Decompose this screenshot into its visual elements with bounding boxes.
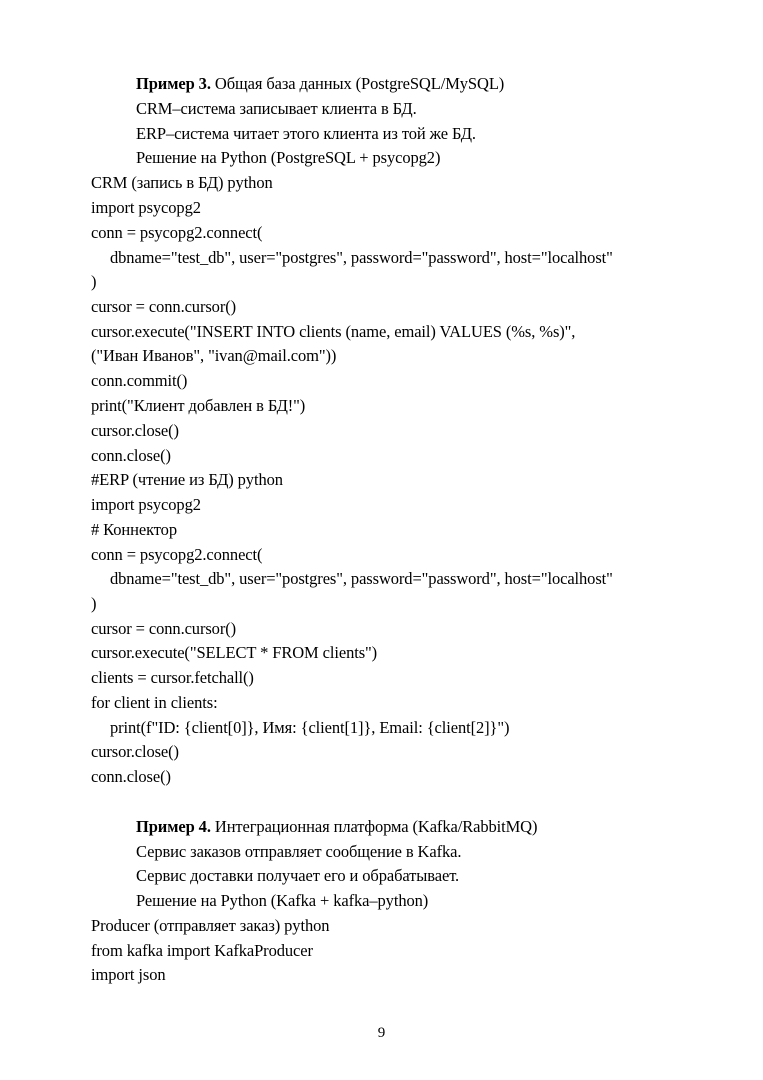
code-line: from kafka import KafkaProducer bbox=[91, 941, 313, 960]
code-line: dbname="test_db", user="postgres", password="password", host="localhost" bbox=[110, 569, 613, 588]
example3-intro-line: CRM–система записывает клиента в БД. bbox=[136, 99, 417, 118]
page-number: 9 bbox=[377, 1025, 386, 1041]
code-line: conn.close() bbox=[91, 446, 171, 465]
example3-intro-line: ERP–система читает этого клиента из той же БД. bbox=[136, 124, 476, 143]
code-line: CRM (запись в БД) python bbox=[91, 173, 273, 192]
code-line: Producer (отправляет заказ) python bbox=[91, 916, 330, 935]
code-line: conn = psycopg2.connect( bbox=[91, 545, 263, 564]
example4-label: Пример 4. bbox=[136, 817, 211, 836]
code-line: import psycopg2 bbox=[91, 495, 201, 514]
example3-title: Общая база данных (PostgreSQL/MySQL) bbox=[210, 74, 505, 93]
code-line: ) bbox=[91, 272, 97, 291]
code-line: ) bbox=[91, 594, 97, 613]
example4-intro-line: Сервис заказов отправляет сообщение в Kafka. bbox=[136, 842, 462, 861]
example3-heading bbox=[136, 74, 504, 94]
example4-intro-line: Сервис доставки получает его и обрабатывает. bbox=[136, 866, 460, 885]
code-line: cursor.execute("SELECT * FROM clients") bbox=[91, 643, 378, 662]
code-line: dbname="test_db", user="postgres", password="password", host="localhost" bbox=[110, 248, 613, 267]
code-line: # Коннектор bbox=[91, 520, 177, 539]
code-line: clients = cursor.fetchall() bbox=[91, 668, 254, 687]
example4-heading bbox=[136, 817, 537, 837]
example3-label: Пример 3. bbox=[136, 74, 211, 93]
example4-title: Интеграционная платформа (Kafka/RabbitMQ) bbox=[210, 817, 538, 836]
code-line: conn.commit() bbox=[91, 371, 188, 390]
code-line: cursor.execute("INSERT INTO clients (name, email) VALUES (%s, %s)", bbox=[91, 322, 576, 341]
code-line: conn.close() bbox=[91, 767, 171, 786]
code-line: print(f"ID: {client[0]}, Имя: {client[1]}, Email: {client[2]}") bbox=[110, 718, 510, 737]
code-line: import json bbox=[91, 965, 166, 984]
example4-intro-line: Решение на Python (Kafka + kafka–python) bbox=[136, 891, 429, 910]
example3-intro-line: Решение на Python (PostgreSQL + psycopg2) bbox=[136, 148, 441, 167]
code-line: #ERP (чтение из БД) python bbox=[91, 470, 283, 489]
code-line: ("Иван Иванов", "ivan@mail.com")) bbox=[91, 346, 337, 365]
code-line: import psycopg2 bbox=[91, 198, 201, 217]
code-line: for client in clients: bbox=[91, 693, 218, 712]
code-line: print("Клиент добавлен в БД!") bbox=[91, 396, 306, 415]
code-line: cursor = conn.cursor() bbox=[91, 297, 237, 316]
code-line: conn = psycopg2.connect( bbox=[91, 223, 263, 242]
code-line: cursor = conn.cursor() bbox=[91, 619, 237, 638]
code-line: cursor.close() bbox=[91, 421, 179, 440]
code-line: cursor.close() bbox=[91, 742, 179, 761]
